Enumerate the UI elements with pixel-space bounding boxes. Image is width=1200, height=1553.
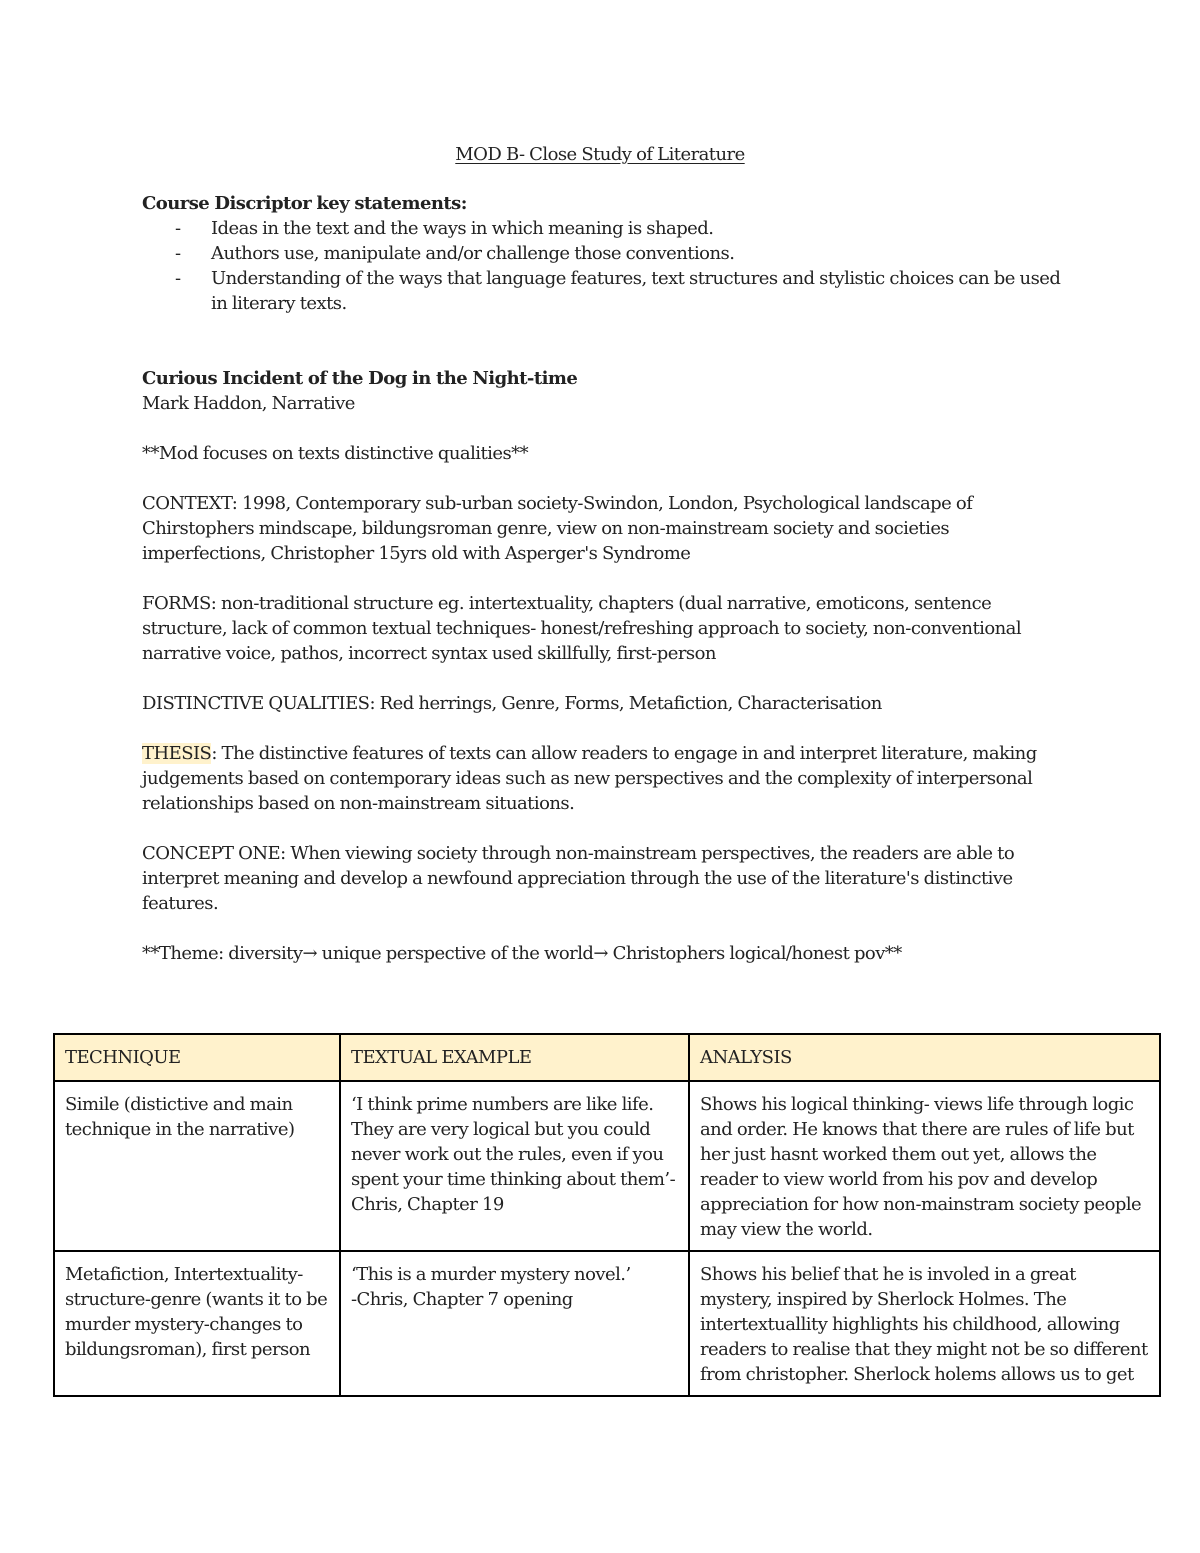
- header-technique: TECHNIQUE: [54, 1034, 340, 1081]
- descriptor-item-text: Understanding of the ways that language features, text structures and stylistic choices can be used in literary texts.: [211, 268, 1061, 314]
- technique-cell: Simile (distictive and main technique in the narrative): [54, 1081, 340, 1251]
- descriptor-item: [142, 216, 1062, 241]
- spacer: [142, 666, 1062, 691]
- spacer: [142, 716, 1062, 741]
- example-attribution: -Chris, Chapter 7 opening: [351, 1289, 573, 1310]
- concept-one-paragraph: CONCEPT ONE: When viewing society through non-mainstream perspectives, the readers are able to interpret meaning and develop a newfound appreciation through the use of the literature's distinctive features.: [142, 843, 1015, 914]
- bullet-dash: -: [175, 268, 181, 289]
- thesis-text: : The distinctive features of texts can allow readers to engage in and interpret literature, making judgements based on contemporary ideas such as new perspectives and the complexity of interpersonal relationships based on non-mainstream situations.: [142, 743, 1037, 814]
- distinctive-qualities-paragraph: DISTINCTIVE QUALITIES: Red herrings, Genre, Forms, Metafiction, Characterisation: [142, 693, 882, 714]
- spacer: [142, 341, 1062, 366]
- spacer: [142, 566, 1062, 591]
- theme-note: **Theme: diversity→ unique perspective of the world→ Christophers logical/honest pov**: [142, 943, 902, 964]
- analysis-cell: Shows his belief that he is involed in a great mystery, inspired by Sherlock Holmes. The intertextuallity highlights his childhood, allowing readers to realise that they might not be so different from christopher. Sherlock holems allows us to get: [689, 1251, 1160, 1396]
- header-textual-example: TEXTUAL EXAMPLE: [340, 1034, 689, 1081]
- technique-cell: Metafiction, Intertextuality-structure-genre (wants it to be murder mystery-changes to bildungsroman), first person: [54, 1251, 340, 1396]
- descriptor-item-text: Authors use, manipulate and/or challenge those conventions.: [211, 243, 735, 264]
- descriptor-list: [142, 216, 1062, 316]
- thesis-label: THESIS: [142, 743, 212, 764]
- spacer: [142, 466, 1062, 491]
- document-body: [142, 191, 1062, 966]
- bullet-dash: -: [175, 218, 181, 239]
- analysis-cell: Shows his logical thinking- views life through logic and order. He knows that there are rules of life but her just hasnt worked them out yet, allows the reader to view world from his pov and develop appreciation for how non-mainstram society people may view the world.: [689, 1081, 1160, 1251]
- spacer: [142, 416, 1062, 441]
- mod-focus-note: **Mod focuses on texts distinctive qualities**: [142, 443, 529, 464]
- context-paragraph: CONTEXT: 1998, Contemporary sub-urban society-Swindon, London, Psychological landscape of Chirstophers mindscape, bildungsroman genre, view on non-mainstream society and societies imperfections, Christopher 15yrs old with Asperger's Syndrome: [142, 493, 973, 564]
- book-author: Mark Haddon, Narrative: [142, 393, 355, 414]
- bullet-dash: -: [175, 243, 181, 264]
- table-header-row: [54, 1034, 1160, 1081]
- descriptor-heading: Course Discriptor key statements:: [142, 193, 467, 214]
- technique-table: [53, 1033, 1161, 1397]
- example-quote: ‘This is a murder mystery novel.’: [351, 1264, 631, 1285]
- descriptor-item-text: Ideas in the text and the ways in which meaning is shaped.: [211, 218, 714, 239]
- thesis-paragraph: [142, 741, 1062, 816]
- spacer: [142, 316, 1062, 341]
- table-row: [54, 1251, 1160, 1396]
- example-cell: [340, 1251, 689, 1396]
- spacer: [142, 916, 1062, 941]
- descriptor-item: [142, 241, 1062, 266]
- document-title-text: MOD B- Close Study of Literature: [455, 144, 745, 165]
- descriptor-item: [142, 266, 1062, 316]
- document-title: [0, 142, 1200, 167]
- spacer: [142, 816, 1062, 841]
- book-title: Curious Incident of the Dog in the Night-time: [142, 368, 578, 389]
- table-row: [54, 1081, 1160, 1251]
- header-analysis: ANALYSIS: [689, 1034, 1160, 1081]
- forms-paragraph: FORMS: non-traditional structure eg. intertextuality, chapters (dual narrative, emoticons, sentence structure, lack of common textual techniques- honest/refreshing approach to society, non-conventional narrative voice, pathos, incorrect syntax used skillfully, first-person: [142, 593, 1022, 664]
- example-cell: ‘I think prime numbers are like life. They are very logical but you could never work out the rules, even if you spent your time thinking about them’- Chris, Chapter 19: [340, 1081, 689, 1251]
